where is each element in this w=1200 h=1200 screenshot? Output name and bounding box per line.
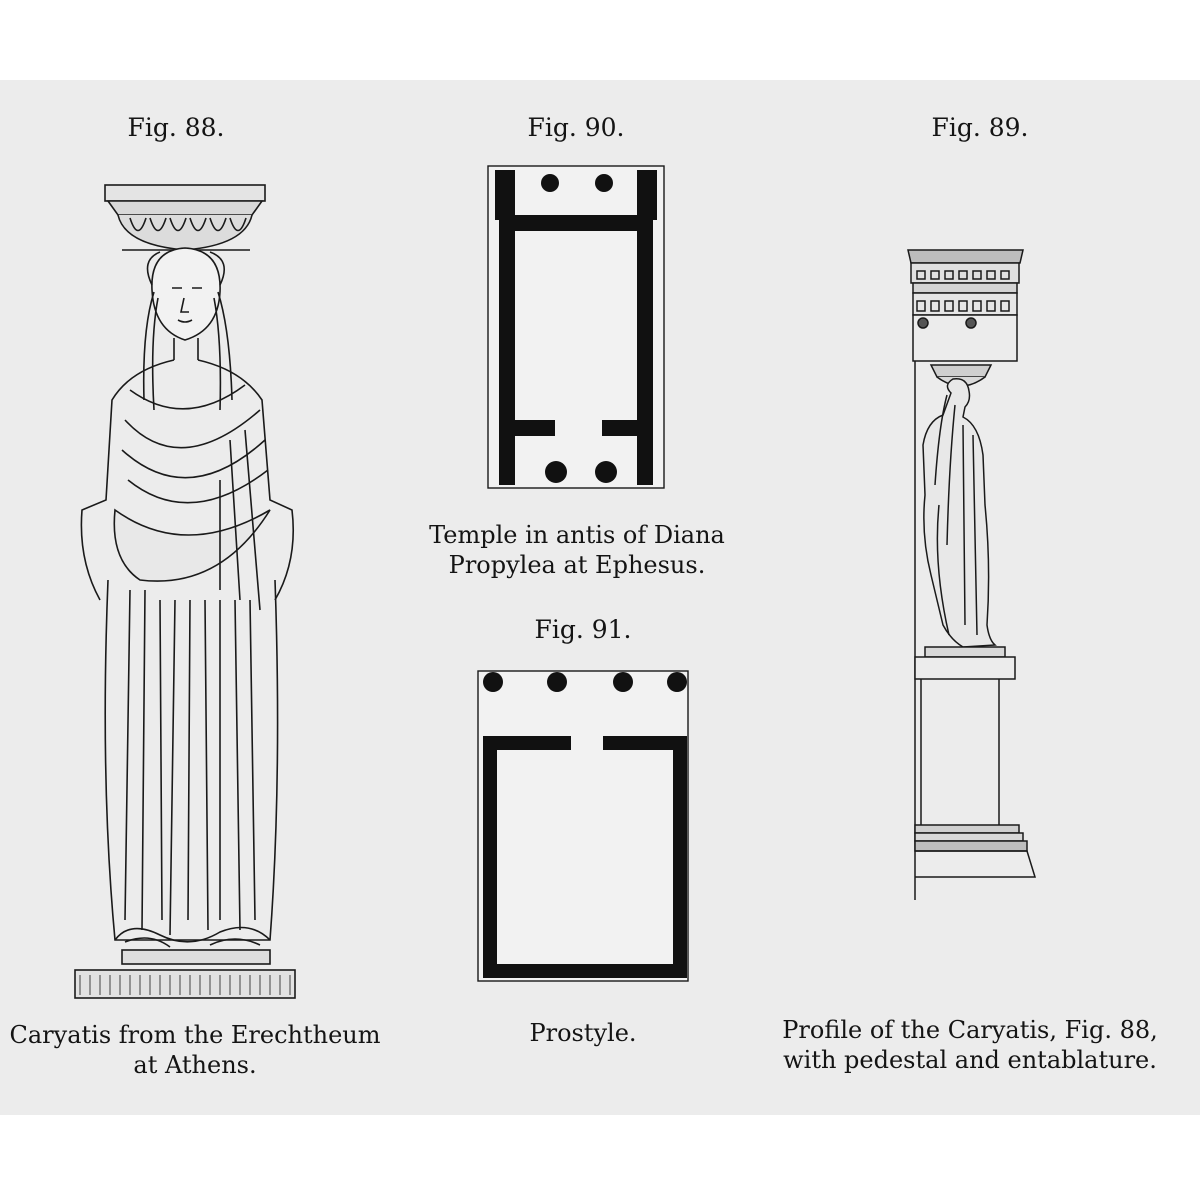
fig89-label: Fig. 89. [931,113,1029,142]
fig91-caption [529,1018,636,1048]
fig88-caption [9,1020,380,1080]
fig88-label: Fig. 88. [127,113,225,142]
fig90-caption-line2: Propylea at Ephesus. [448,551,706,579]
caryatid-profile-illustration [903,245,1043,905]
fig89-caption [782,1015,1158,1075]
fig88-caption-line2: at Athens. [133,1051,257,1079]
fig88-caption-line1: Caryatis from the Erechtheum [9,1021,381,1049]
caryatid-front-illustration [70,180,310,1000]
book-page [0,80,1200,1115]
fig91-label: Fig. 91. [534,615,632,644]
prostyle-plan [477,670,697,990]
fig90-caption [429,520,725,580]
fig90-label: Fig. 90. [527,113,625,142]
fig89-caption-line2: with pedestal and entablature. [783,1046,1157,1074]
fig91-caption-line1: Prostyle. [529,1019,637,1047]
temple-in-antis-plan [487,165,687,490]
fig90-caption-line1: Temple in antis of Diana [429,521,725,549]
fig89-caption-line1: Profile of the Caryatis, Fig. 88, [782,1016,1158,1044]
